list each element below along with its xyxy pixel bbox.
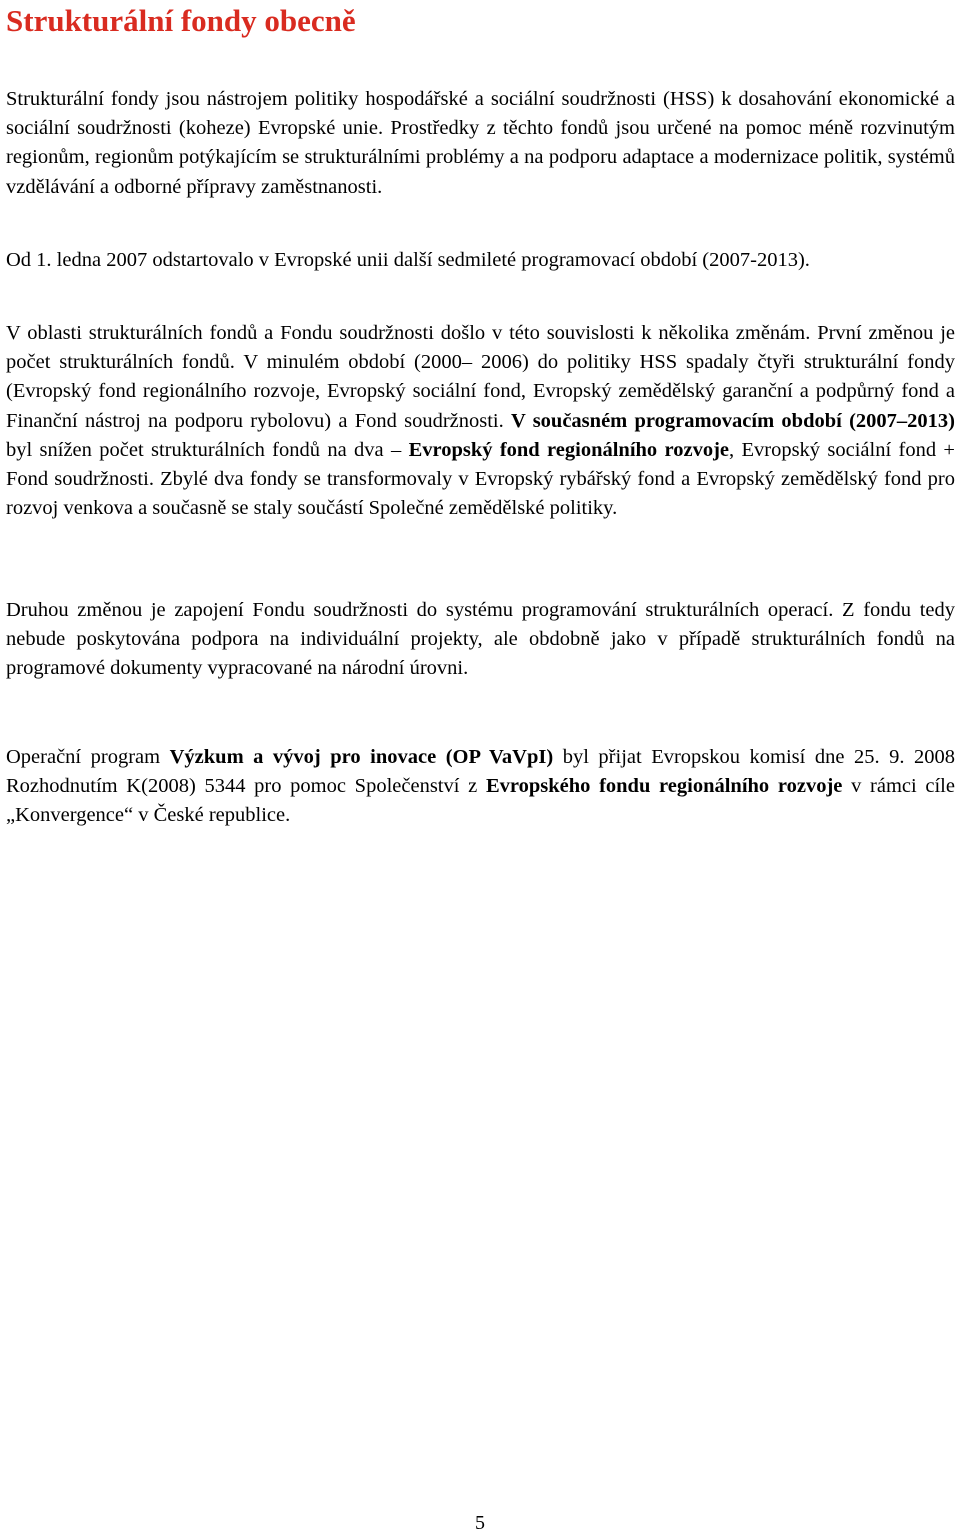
text-span: Operační program <box>6 746 170 768</box>
bold-text-current-period: V současném programovacím období (2007–2013) <box>511 409 955 432</box>
paragraph-cohesion-fund: Druhou změnou je zapojení Fondu soudržnosti do systému programování strukturálních operací. Z fondu tedy nebude poskytována podpora na individuální projekty, ale obdobně jako v případě strukturálních fondů na programové dokumenty vypracované na národní úrovni. <box>6 599 955 680</box>
text-span: v rámci cíle „Konvergence“ v České republice. <box>6 775 955 827</box>
paragraph-intro: Strukturální fondy jsou nástrojem politiky hospodářské a sociální soudržnosti (HSS) k dosahování ekonomické a sociální soudržnosti (koheze) Evropské unie. Prostředky z těchto fondů jsou určené na pomoc méně rozvinutým regionům, regionům potýkajícím se strukturálními problémy a na podporu adaptace a modernizace politik, systémů vzdělávání a odborné přípravy zaměstnanosti. <box>6 88 955 198</box>
paragraph-fund-changes <box>6 319 955 523</box>
text-span: V oblasti strukturálních fondů a Fondu soudržnosti došlo v této souvislosti k několika změnám. První změnou je počet strukturálních fondů. V minulém období (2000– 2006) do politiky HSS spadaly čtyři strukturální fondy (Evropský fond regionálního rozvoje, Evropský sociální fond, Evropský zemědělský garanční a podpůrný fond a Finanční nástroj na podporu rybolovu) a Fond soudržnosti. <box>6 322 955 432</box>
page-number: 5 <box>475 1512 485 1534</box>
text-span: , Evropský sociální fond + Fond soudržnosti. Zbylé dva fondy se transformovaly v Evropský rybářský fond a Evropský zemědělský fond pro rozvoj venkova a současně se staly součástí Společné zemědělské politiky. <box>6 438 955 520</box>
paragraph-op-vavpi <box>6 743 955 831</box>
paragraph-programming-period: Od 1. ledna 2007 odstartovalo v Evropské unii další sedmileté programovací období (2007-2013). <box>6 249 810 271</box>
bold-text-erdf-fund: Evropského fondu regionálního rozvoje <box>485 775 843 798</box>
text-span: byl snížen počet strukturálních fondů na dva – <box>6 438 409 461</box>
text-span: byl přijat Evropskou komisí dne 25. 9. 2008 Rozhodnutím K(2008) 5344 pro pomoc Společenství z <box>6 746 956 798</box>
bold-text-erdf: Evropský fond regionálního rozvoje <box>408 438 730 461</box>
bold-text-program-name: Výzkum a vývoj pro inovace (OP VaVpI) <box>169 746 554 768</box>
page-title: Strukturální fondy obecně <box>6 3 356 38</box>
